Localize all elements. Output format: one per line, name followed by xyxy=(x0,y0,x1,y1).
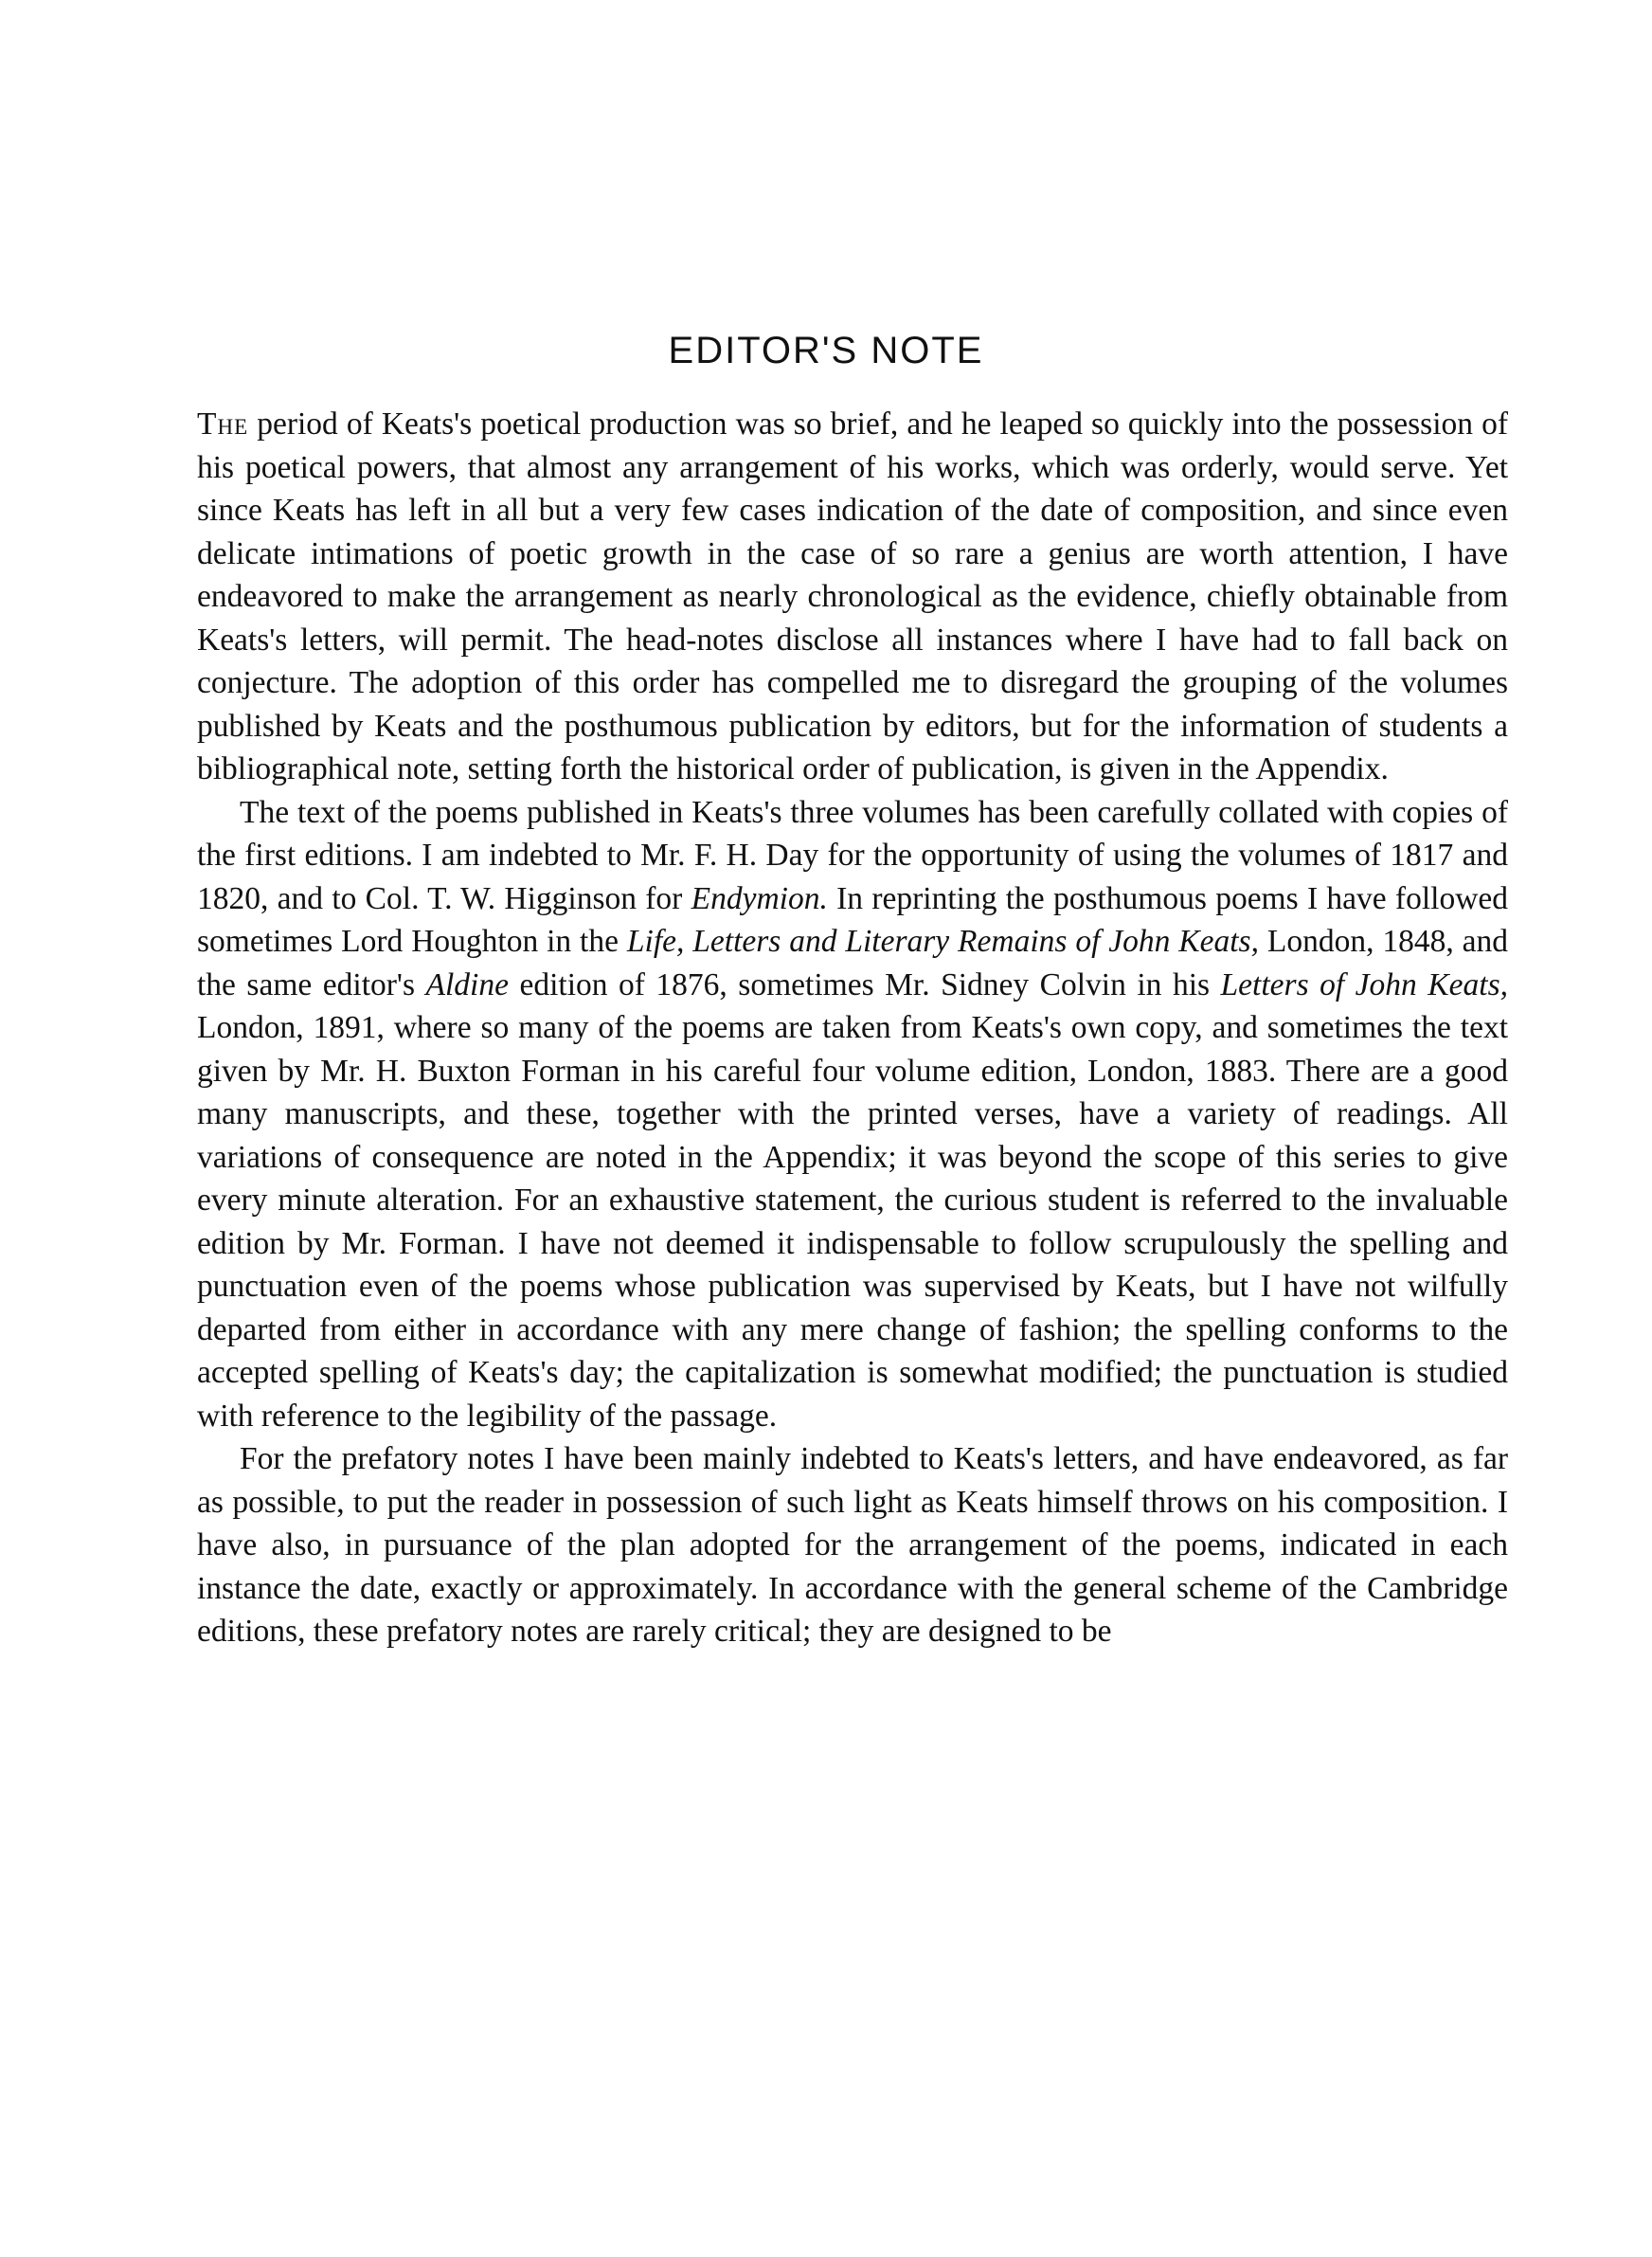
paragraph-2-title-aldine: Aldine xyxy=(425,966,509,1002)
paragraph-2-text-5: London, 1891, where so many of the poems are taken from Keats's own copy, and sometimes the text given by Mr. H. Buxton Forman in his careful four volume edition, London, 1883. There are a good many manuscripts, and these, together with the printed verses, have a variety of readings. All variations of consequence are noted in the Appendix; it was beyond the scope of this series to give every minute alteration. For an exhaustive statement, the curious student is referred to the invaluable edition by Mr. Forman. I have not deemed it indispensable to follow scrupulously the spelling and punctuation even of the poems whose publication was supervised by Keats, but I have not wilfully departed from either in accordance with any mere change of fashion; the spelling conforms to the accepted spelling of Keats's day; the capitalization is somewhat modified; the punctuation is studied with reference to the legibility of the passage. xyxy=(197,1010,1508,1434)
paragraph-2-text-3: London, 1848, and the same editor's xyxy=(197,924,1508,1002)
paragraph-2-text-4: edition of 1876, sometimes Mr. Sidney Colvin in his xyxy=(508,966,1221,1002)
paragraph-2-title-letters: Letters of John Keats, xyxy=(1220,966,1508,1002)
note-body xyxy=(197,403,1508,1653)
paragraph-2-title-life-letters: Life, Letters and Literary Remains of John Keats, xyxy=(626,924,1259,959)
paragraph-2-text-2: In reprinting the posthumous poems I have followed sometimes Lord Houghton in the xyxy=(197,880,1509,959)
paragraph-2 xyxy=(197,791,1508,1438)
paragraph-3-text: For the prefatory notes I have been mainly indebted to Keats's letters, and have endeavored, as far as possible, to put the reader in possession of such light as Keats himself throws on his composition. I have also, in pursuance of the plan adopted for the arrangement of the poems, indicated in each instance the date, exactly or approximately. In accordance with the general scheme of the Cambridge editions, these prefatory notes are rarely critical; they are designed to be xyxy=(197,1441,1508,1649)
paragraph-1-text: period of Keats's poetical production was so brief, and he leaped so quickly into the possession of his poetical powers, that almost any arrangement of his works, which was orderly, would serve. Yet since Keats has left in all but a very few cases indication of the date of composition, and since even delicate intimations of poetic growth in the case of so rare a genius are worth attention, I have endeavored to make the arrangement as nearly chronological as the evidence, chiefly obtainable from Keats's letters, will permit. The head-notes disclose all instances where I have had to fall back on conjecture. The adoption of this order has compelled me to disregard the grouping of the volumes published by Keats and the posthumous publication by editors, but for the information of students a bibliographical note, setting forth the historical order of publication, is given in the Appendix. xyxy=(197,406,1508,786)
paragraph-1 xyxy=(197,403,1508,791)
paragraph-2-title-endymion: Endymion. xyxy=(691,880,828,916)
page-title: EDITOR'S NOTE xyxy=(668,330,984,371)
paragraph-1-lead: The xyxy=(197,406,249,442)
paragraph-3 xyxy=(197,1437,1508,1653)
paragraph-2-text-1: The text of the poems published in Keats's three volumes has been carefully collated with copies of the first editions. I am indebted to Mr. F. H. Day for the opportunity of using the volumes of 1817 and 1820, and to Col. T. W. Higginson for xyxy=(197,794,1508,916)
